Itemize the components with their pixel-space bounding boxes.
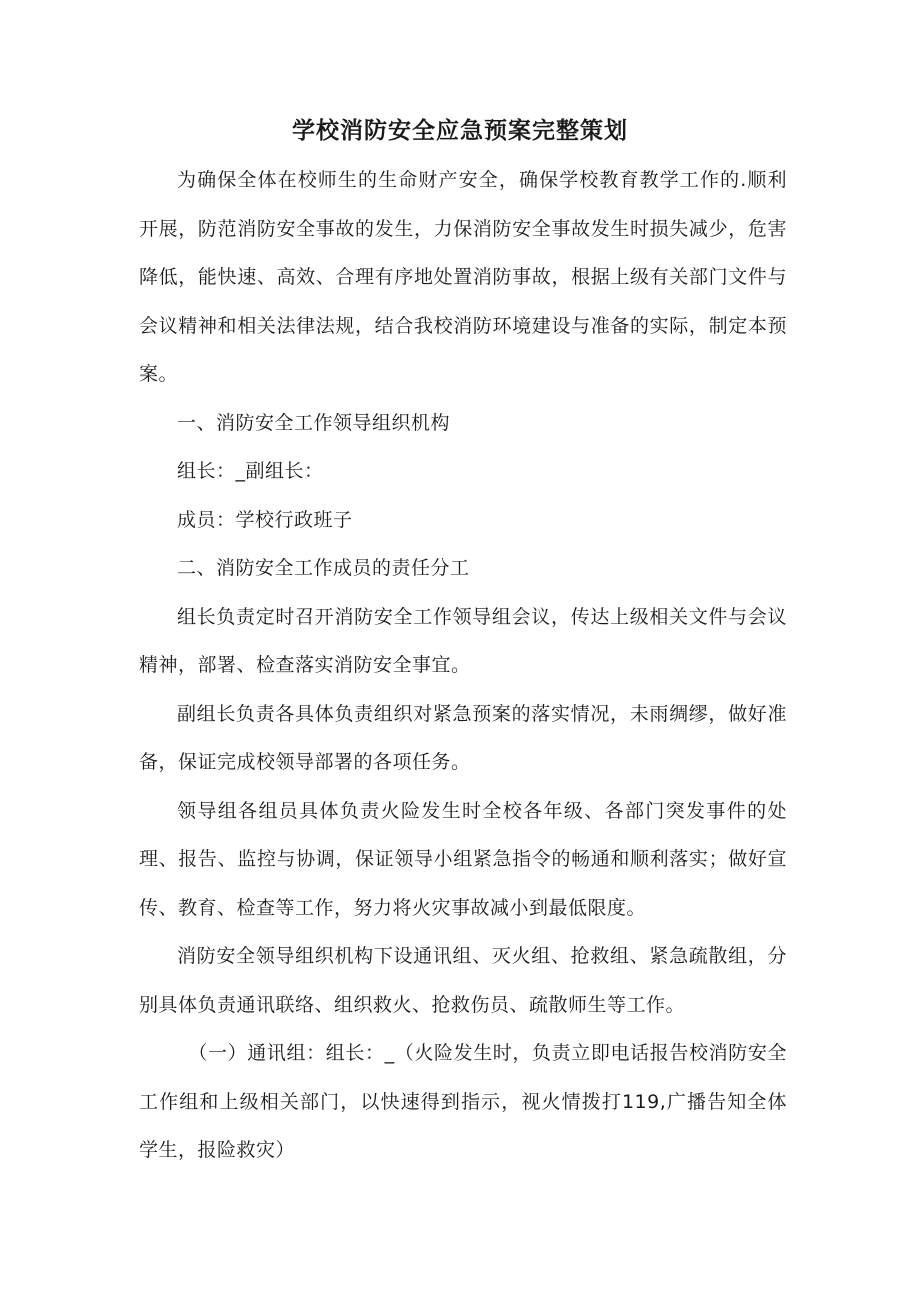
members-line: 成员：学校行政班子 bbox=[177, 508, 353, 531]
document-body bbox=[139, 156, 787, 1175]
document-title: 学校消防安全应急预案完整策划 bbox=[292, 118, 628, 144]
section-heading-responsibilities: 二、消防安全工作成员的责任分工 bbox=[177, 557, 470, 579]
intro-paragraph: 为确保全体在校师生的生命财产安全，确保学校教育教学工作的.顺利开展，防范消防安全事故的发生，力保消防安全事故发生时损失减少，危害降低，能快速、高效、合理有序地处置消防事故，根据上级有关部门文件与会议精神和相关法律法规，结合我校消防环境建设与准备的实际，制定本预案。 bbox=[139, 169, 787, 385]
deputy-duties-paragraph: 副组长负责各具体负责组织对紧急预案的落实情况，未雨绸缪，做好准备，保证完成校领导部署的各项任务。 bbox=[139, 702, 787, 773]
subgroups-paragraph: 消防安全领导组织机构下设通讯组、灭火组、抢救组、紧急疏散组，分别具体负责通讯联络、组织救火、抢救伤员、疏散师生等工作。 bbox=[139, 945, 787, 1016]
communication-group-paragraph: （一）通讯组：组长：_（火险发生时，负责立即电话报告校消防安全工作组和上级相关部门，以快速得到指示，视火情拨打119,广播告知全体学生，报险救灾） bbox=[139, 1042, 787, 1161]
members-duties-paragraph: 领导组各组员具体负责火险发生时全校各年级、各部门突发事件的处理、报告、监控与协调，保证领导小组紧急指令的畅通和顺利落实；做好宣传、教育、检查等工作，努力将火灾事故减小到最低限度。 bbox=[139, 799, 787, 919]
section-heading-leadership: 一、消防安全工作领导组织机构 bbox=[177, 411, 451, 434]
leader-duties-paragraph: 组长负责定时召开消防安全工作领导组会议，传达上级相关文件与会议精神，部署、检查落实消防安全事宜。 bbox=[139, 605, 787, 676]
leader-line: 组长：_副组长： bbox=[177, 460, 324, 482]
